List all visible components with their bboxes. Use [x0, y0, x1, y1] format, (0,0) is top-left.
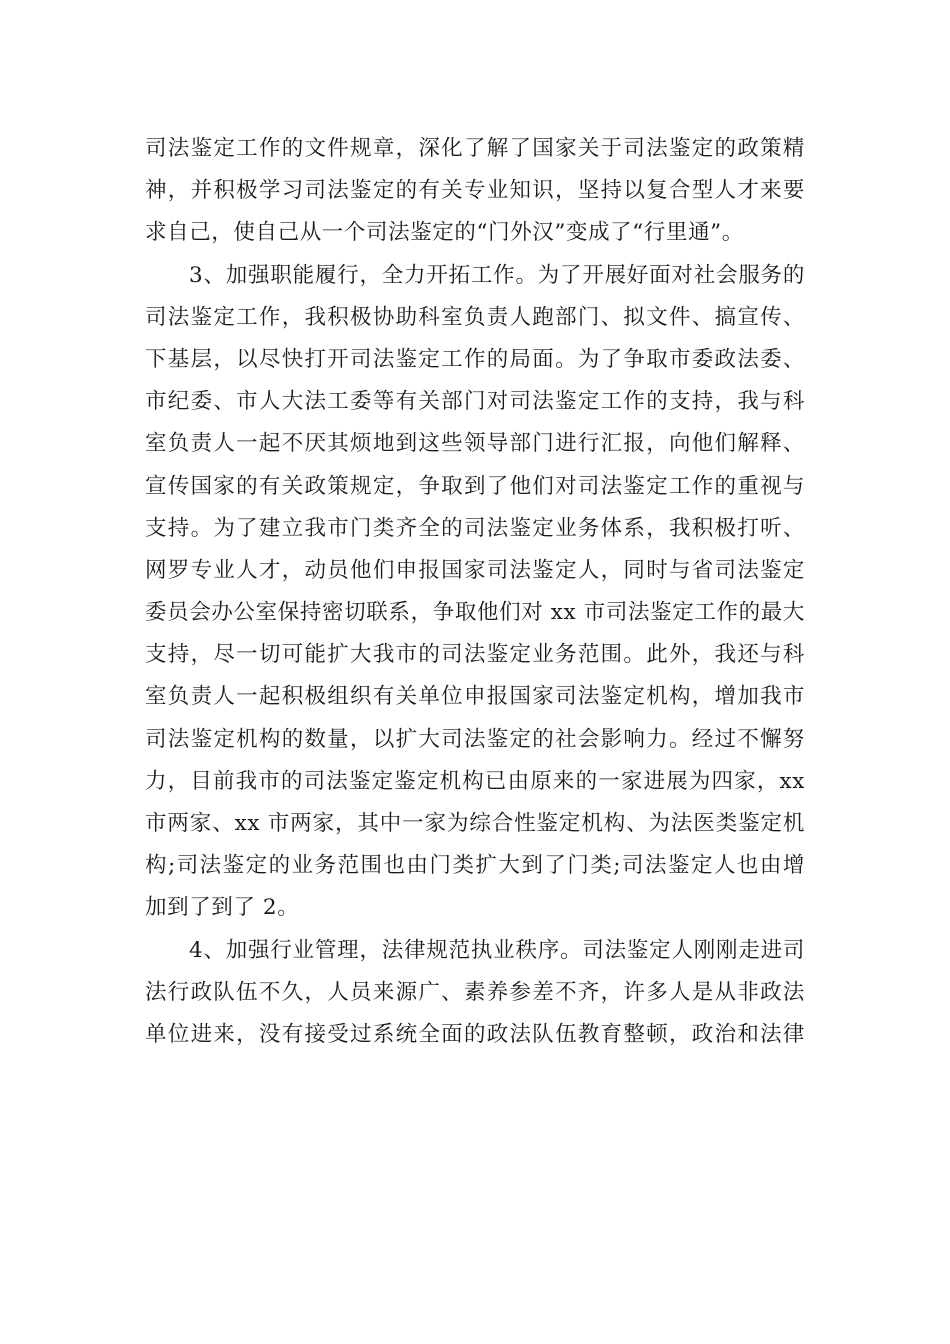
text-line: 构;司法鉴定的业务范围也由门类扩大到了门类;司法鉴定人也由增 [145, 853, 805, 879]
text-line: 单位进来，没有接受过系统全面的政法队伍教育整顿，政治和法律 [145, 1021, 805, 1047]
text-line: 下基层，以尽快打开司法鉴定工作的局面。为了争取市委政法委、 [145, 346, 805, 372]
text-line: 市纪委、市人大法工委等有关部门对司法鉴定工作的支持，我与科 [145, 389, 805, 415]
paragraph [145, 930, 805, 1057]
text-line: 市两家、xx 市两家，其中一家为综合性鉴定机构、为法医类鉴定机 [145, 811, 805, 836]
text-line: 委员会办公室保持密切联系，争取他们对 xx 市司法鉴定工作的最大 [145, 600, 805, 626]
paragraph [145, 255, 805, 930]
text-line: 3、加强职能履行，全力开拓工作。为了开展好面对社会服务的 [189, 262, 805, 288]
text-line: 4、加强行业管理，法律规范执业秩序。司法鉴定人刚刚走进司 [189, 937, 805, 963]
text-line: 宣传国家的有关政策规定，争取到了他们对司法鉴定工作的重视与 [145, 473, 805, 499]
paragraph [145, 128, 805, 255]
text-line: 司法鉴定工作，我积极协助科室负责人跑部门、拟文件、搞宣传、 [145, 304, 805, 330]
text-line: 支持，尽一切可能扩大我市的司法鉴定业务范围。此外，我还与科 [145, 642, 805, 668]
text-line: 支持。为了建立我市门类齐全的司法鉴定业务体系，我积极打听、 [145, 515, 805, 541]
text-line: 网罗专业人才，动员他们申报国家司法鉴定人，同时与省司法鉴定 [145, 557, 805, 583]
text-line: 法行政队伍不久，人员来源广、素养参差不齐，许多人是从非政法 [145, 979, 805, 1005]
text-line: 室负责人一起积极组织有关单位申报国家司法鉴定机构，增加我市 [145, 684, 805, 710]
text-line: 加到了到了 2。 [145, 895, 300, 921]
text-line: 力，目前我市的司法鉴定鉴定机构已由原来的一家进展为四家，xx [145, 768, 805, 794]
text-line: 求自己，使自己从一个司法鉴定的“门外汉”变成了“行里通”。 [145, 220, 744, 246]
text-line: 神，并积极学习司法鉴定的有关专业知识，坚持以复合型人才来要 [145, 178, 805, 204]
text-line: 司法鉴定机构的数量，以扩大司法鉴定的社会影响力。经过不懈努 [145, 726, 805, 752]
text-line: 室负责人一起不厌其烦地到这些领导部门进行汇报，向他们解释、 [145, 431, 805, 457]
text-line: 司法鉴定工作的文件规章，深化了解了国家关于司法鉴定的政策精 [145, 136, 805, 161]
document-body [145, 128, 805, 1056]
